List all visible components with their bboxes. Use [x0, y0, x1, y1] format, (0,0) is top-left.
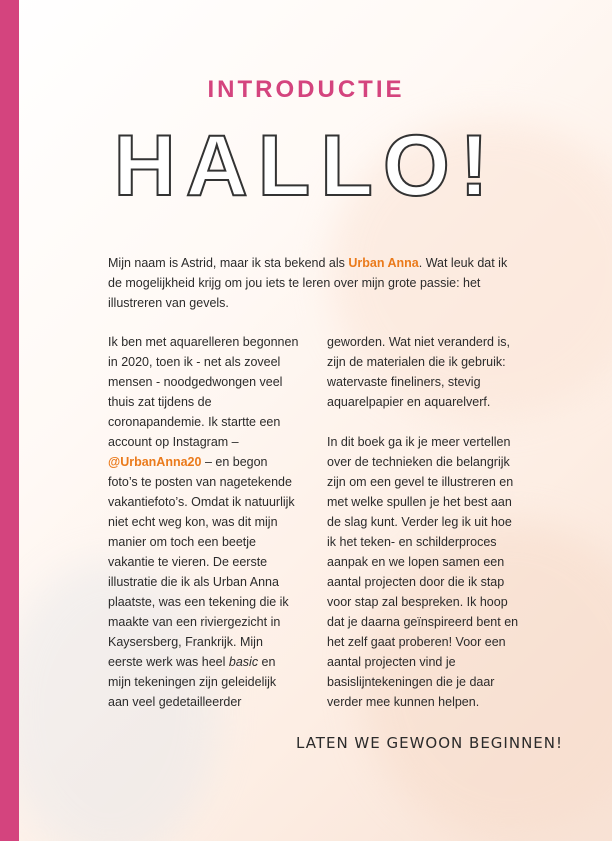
author-name: Urban Anna [348, 256, 419, 270]
intro-text-start: Mijn naam is Astrid, maar ik sta bekend als [108, 256, 349, 270]
section-kicker: INTRODUCTIE [207, 76, 405, 103]
right-column-paragraph-1: geworden. Wat niet veranderd is, zijn de materialen die ik gebruik: watervaste fineliners, stevig aquarelpapier en aquarelverf. [327, 335, 510, 409]
handwritten-signoff: LATEN WE GEWOON BEGINNEN! [296, 734, 564, 752]
emphasis-word: basic [228, 655, 259, 669]
left-text-part2: – en begon foto’s te posten van nagetekende vakantiefoto’s. Omdat ik natuurlijk niet echt weg kon, was dit mijn manier om toch een beetje vakantie te vieren. De eerste illustratie die ik als Urban Anna plaatste, was een tekening die ik maakte van een riviergezicht in Kaysersberg, Frankrijk. Mijn eerste werk was heel [108, 455, 295, 669]
left-text-part3: en mijn tekeningen zijn geleidelijk aan veel gedetailleerder [108, 655, 277, 709]
page-headline: HALLO! [113, 118, 499, 214]
left-text-part1: Ik ben met aquarelleren begonnen in 2020, toen ik - net als zoveel mensen - noodgedwongen veel thuis zat tijdens de coronapandemie. Ik startte een account op Instagram – [108, 335, 299, 449]
intro-paragraph [108, 253, 512, 313]
right-column [327, 332, 519, 732]
left-column [108, 332, 300, 732]
left-column-paragraph [108, 332, 300, 712]
instagram-handle: @UrbanAnna20 [108, 455, 202, 469]
intro-text-end: . Wat leuk dat ik de mogelijkheid krijg om jou iets te leren over mijn grote passie: het illustreren van gevels. [108, 256, 508, 310]
right-column-paragraph-2: In dit boek ga ik je meer vertellen over de technieken die belangrijk zijn om een gevel te illustreren en met welke spullen je het best aan de slag kunt. Verder leg ik uit hoe ik het teken- en schilderproces aanpak en we lopen samen een aantal projecten door die ik stap voor stap zal bespreken. Ik hoop dat je daarna geïnspireerd bent en het zelf gaat proberen! Voor een aantal projecten vind je basislijntekeningen die je daar verder mee kunnen helpen. [327, 435, 519, 709]
